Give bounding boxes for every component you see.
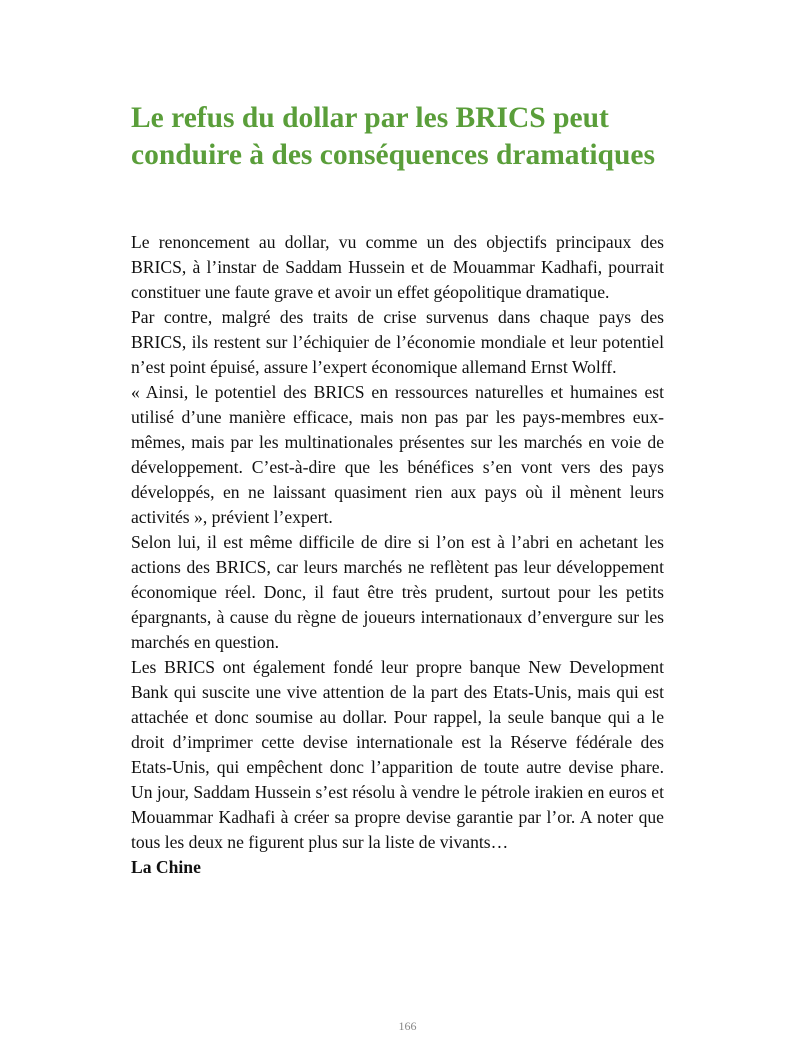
article-title: Le refus du dollar par les BRICS peut conduire à des conséquences dramatiques bbox=[131, 102, 655, 171]
page-number: 166 bbox=[398, 1019, 417, 1033]
paragraph-new-development-bank: Les BRICS ont également fondé leur propre banque New Development Bank qui suscite une vive attention de la part des Etats-Unis, mais qui est attachée et donc soumise au dollar. Pour rappel, la seule banque qui a le droit d’imprimer cette devise internationale est la Réserve fédérale des Etats-Unis, qui empêchent donc l’apparition de toute autre devise phare. Un jour, Saddam Hussein s’est résolu à vendre le pétrole irakien en euros et Mouammar Kadhafi à créer sa propre devise garantie par l’or. A noter que tous les deux ne figurent plus sur la liste de vivants… bbox=[131, 657, 664, 852]
paragraph-renoncement: Le renoncement au dollar, vu comme un des objectifs principaux des BRICS, à l’instar de Saddam Hussein et de Mouammar Kadhafi, pourrait constituer une faute grave et avoir un effet géopolitique dramatique. bbox=[131, 232, 664, 302]
article-body bbox=[131, 230, 664, 880]
section-subheading: La Chine bbox=[131, 857, 201, 877]
paragraph-selon-lui: Selon lui, il est même difficile de dire si l’on est à l’abri en achetant les actions des BRICS, car leurs marchés ne reflètent pas leur développement économique réel. Donc, il faut être très prudent, surtout pour les petits épargnants, à cause du règne de joueurs internationaux d’envergure sur les marchés en question. bbox=[131, 532, 664, 652]
paragraph-quote-ainsi: « Ainsi, le potentiel des BRICS en ressources naturelles et humaines est utilisé d’une manière efficace, mais non pas par les pays-membres eux-mêmes, mais par les multinationales présentes sur les marchés en voie de développement. C’est-à-dire que les bénéfices s’en vont vers des pays développés, en ne laissant quasiment rien aux pays où il mènent leurs activités », prévient l’expert. bbox=[131, 382, 664, 527]
paragraph-par-contre: Par contre, malgré des traits de crise survenus dans chaque pays des BRICS, ils restent sur l’échiquier de l’économie mondiale et leur potentiel n’est point épuisé, assure l’expert économique allemand Ernst Wolff. bbox=[131, 307, 664, 377]
